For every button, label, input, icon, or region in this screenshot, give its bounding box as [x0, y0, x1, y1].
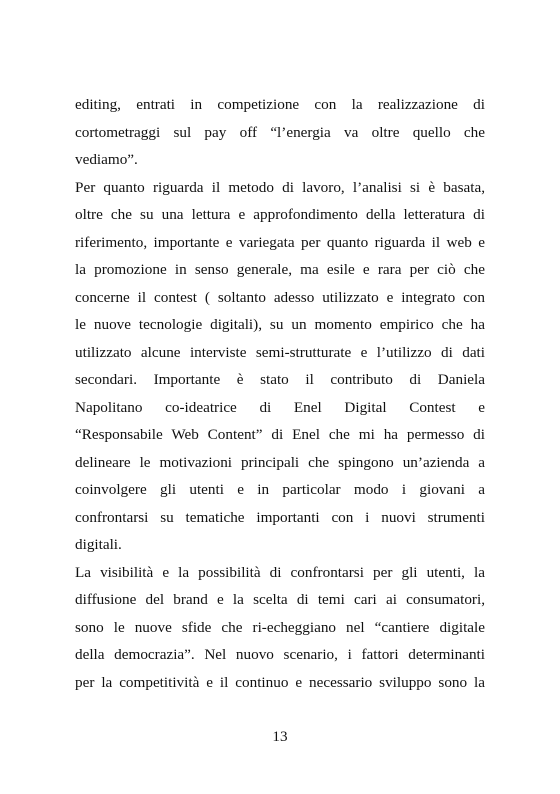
text-line: Napolitano co-ideatrice di Enel Digital Contest e — [75, 398, 485, 416]
text-line: La visibilità e la possibilità di confrontarsi per gli utenti, la — [75, 563, 485, 581]
text-line: concerne il contest ( soltanto adesso utilizzato e integrato con — [75, 288, 485, 306]
text-line: oltre che su una lettura e approfondimento della letteratura di — [75, 206, 485, 223]
text-line: vediamo”. — [75, 151, 138, 168]
text-line: della democrazia”. Nel nuovo scenario, i fattori determinanti — [75, 646, 485, 663]
body-text — [75, 91, 485, 696]
text-line: editing, entrati in competizione con la realizzazione di — [75, 96, 485, 113]
text-line: confrontarsi su tematiche importanti con i nuovi strumenti — [75, 508, 485, 526]
text-line: delineare le motivazioni principali che spingono un’azienda a — [75, 453, 485, 471]
text-line: digitali. — [75, 536, 122, 553]
text-line: per la competitività e il continuo e necessario sviluppo sono la — [75, 673, 485, 691]
text-line: coinvolgere gli utenti e in particolar modo i giovani a — [75, 481, 485, 498]
text-line: le nuove tecnologie digitali), su un momento empirico che ha — [75, 316, 485, 333]
text-line: cortometraggi sul pay off “l’energia va oltre quello che — [75, 123, 485, 141]
text-line: utilizzato alcune interviste semi-strutturate e l’utilizzo di dati — [75, 343, 485, 361]
text-line: secondari. Importante è stato il contributo di Daniela — [75, 371, 485, 388]
text-line: sono le nuove sfide che ri-echeggiano nel “cantiere digitale — [75, 618, 485, 636]
page-number: 13 — [272, 728, 288, 745]
text-line: diffusione del brand e la scelta di temi cari ai consumatori, — [75, 591, 485, 608]
text-line: la promozione in senso generale, ma esile e rara per ciò che — [75, 261, 485, 278]
text-line: riferimento, importante e variegata per quanto riguarda il web e — [75, 233, 485, 251]
text-line: “Responsabile Web Content” di Enel che mi ha permesso di — [75, 426, 485, 443]
text-line: Per quanto riguarda il metodo di lavoro, l’analisi si è basata, — [75, 178, 485, 196]
